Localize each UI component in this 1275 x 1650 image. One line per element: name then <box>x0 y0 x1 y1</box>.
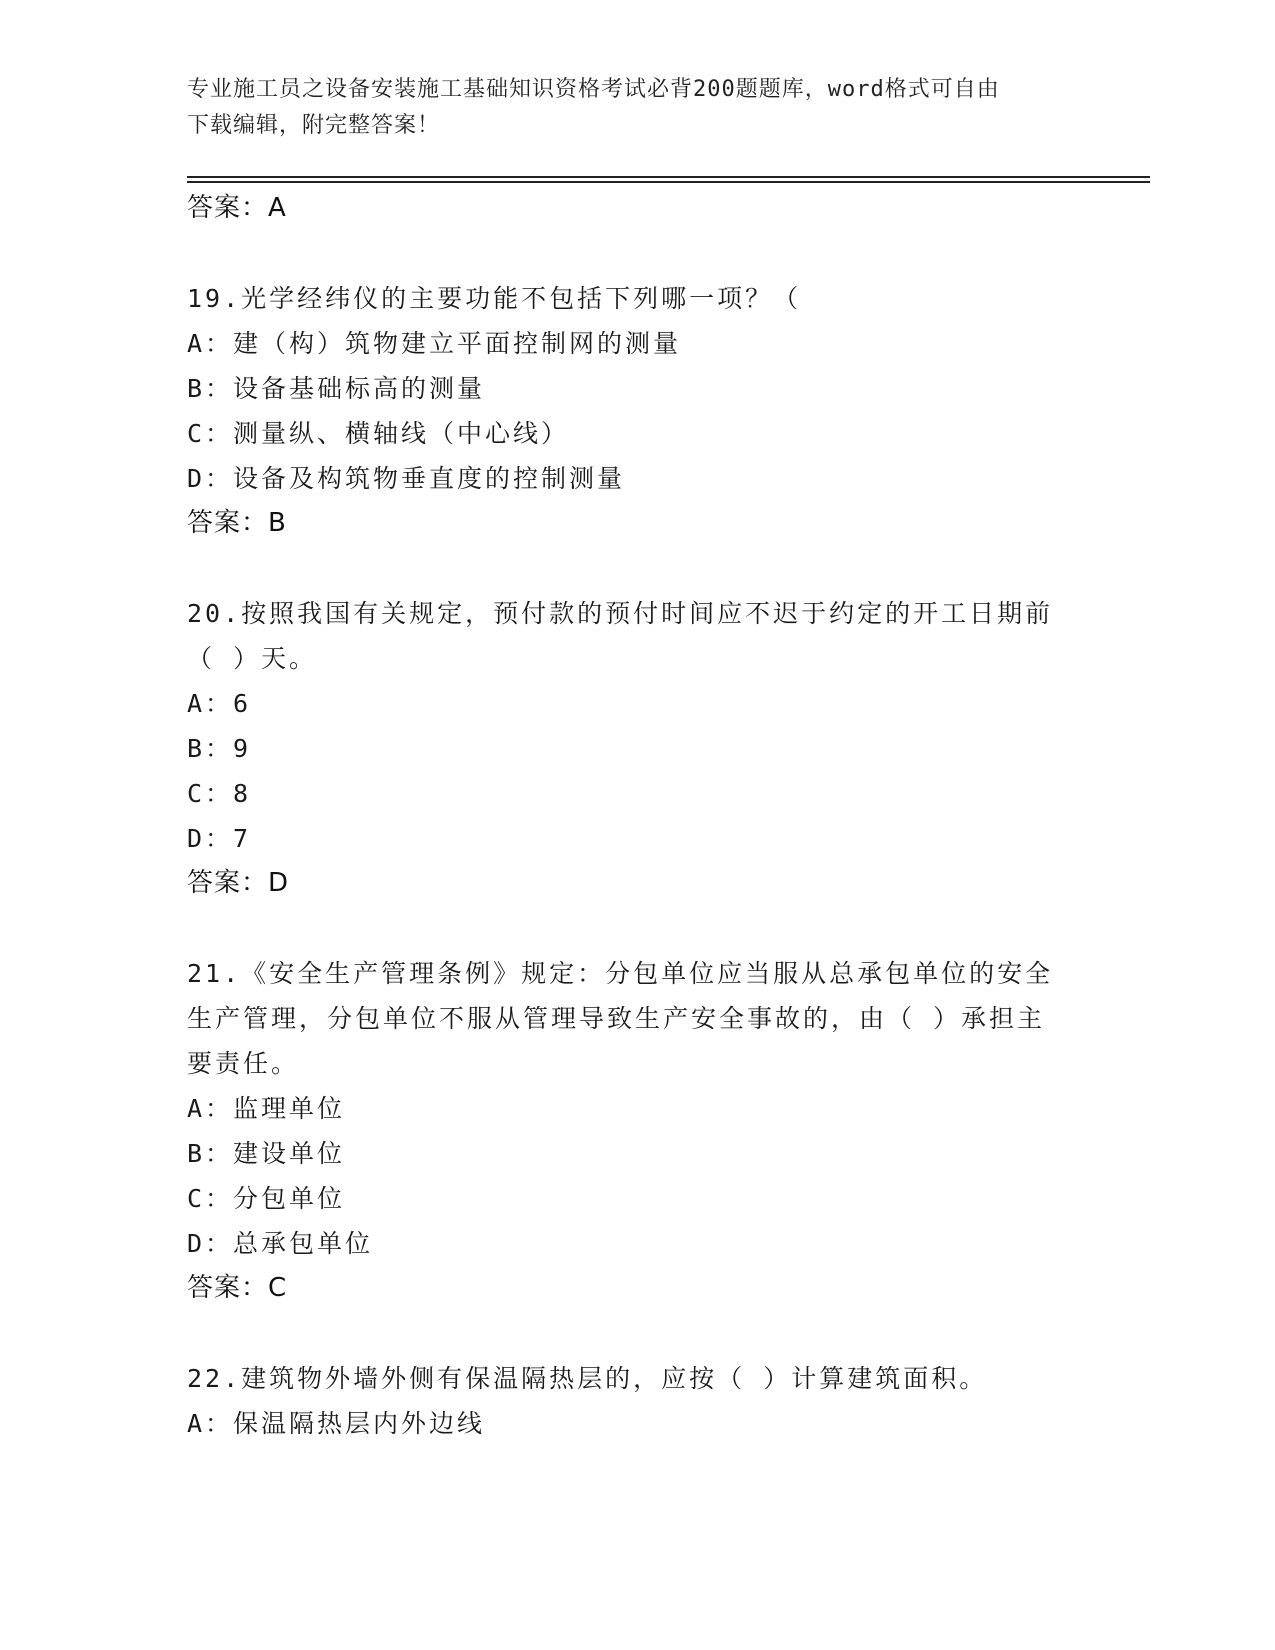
option-d: D：7 <box>187 824 252 853</box>
answer: 答案：B <box>187 508 287 538</box>
option-d: D：设备及构筑物垂直度的控制测量 <box>187 464 626 493</box>
question-stem: 19.光学经纬仪的主要功能不包括下列哪一项？（ <box>187 284 802 313</box>
option-a: A：保温隔热层内外边线 <box>187 1409 486 1438</box>
question-20 <box>187 591 1087 906</box>
page-header <box>187 72 1067 144</box>
question-stem: 20.按照我国有关规定，预付款的预付时间应不迟于约定的开工日期前 <box>187 599 1054 628</box>
option-a: A：监理单位 <box>187 1094 346 1123</box>
option-c: C：测量纵、横轴线（中心线） <box>187 419 570 448</box>
option-b: B：9 <box>187 734 252 763</box>
question-list <box>187 186 1087 1446</box>
question-stem: 22.建筑物外墙外侧有保温隔热层的，应按（ ）计算建筑面积。 <box>187 1364 988 1393</box>
header-divider <box>187 176 1150 183</box>
option-a: A：建（构）筑物建立平面控制网的测量 <box>187 329 682 358</box>
question-stem-continued: 生产管理，分包单位不服从管理导致生产安全事故的，由（ ）承担主 <box>187 1004 1046 1033</box>
question-stem-continued: 要责任。 <box>187 1049 300 1078</box>
option-b: B：建设单位 <box>187 1139 346 1168</box>
option-c: C：分包单位 <box>187 1184 346 1213</box>
question-stem: 21.《安全生产管理条例》规定：分包单位应当服从总承包单位的安全 <box>187 959 1054 988</box>
question-22 <box>187 1356 1087 1446</box>
option-b: B：设备基础标高的测量 <box>187 374 486 403</box>
option-d: D：总承包单位 <box>187 1229 374 1258</box>
option-c: C：8 <box>187 779 252 808</box>
answer: 答案：D <box>187 868 290 898</box>
question-21 <box>187 951 1087 1311</box>
question-stem-continued: （ ）天。 <box>187 644 318 673</box>
question-19 <box>187 276 1087 546</box>
header-title-line-1: 专业施工员之设备安装施工基础知识资格考试必背200题题库，word格式可自由 <box>187 77 1000 102</box>
option-a: A：6 <box>187 689 252 718</box>
previous-answer: 答案：A <box>187 193 287 223</box>
header-title-line-2: 下载编辑，附完整答案！ <box>187 113 441 138</box>
answer: 答案：C <box>187 1273 288 1303</box>
